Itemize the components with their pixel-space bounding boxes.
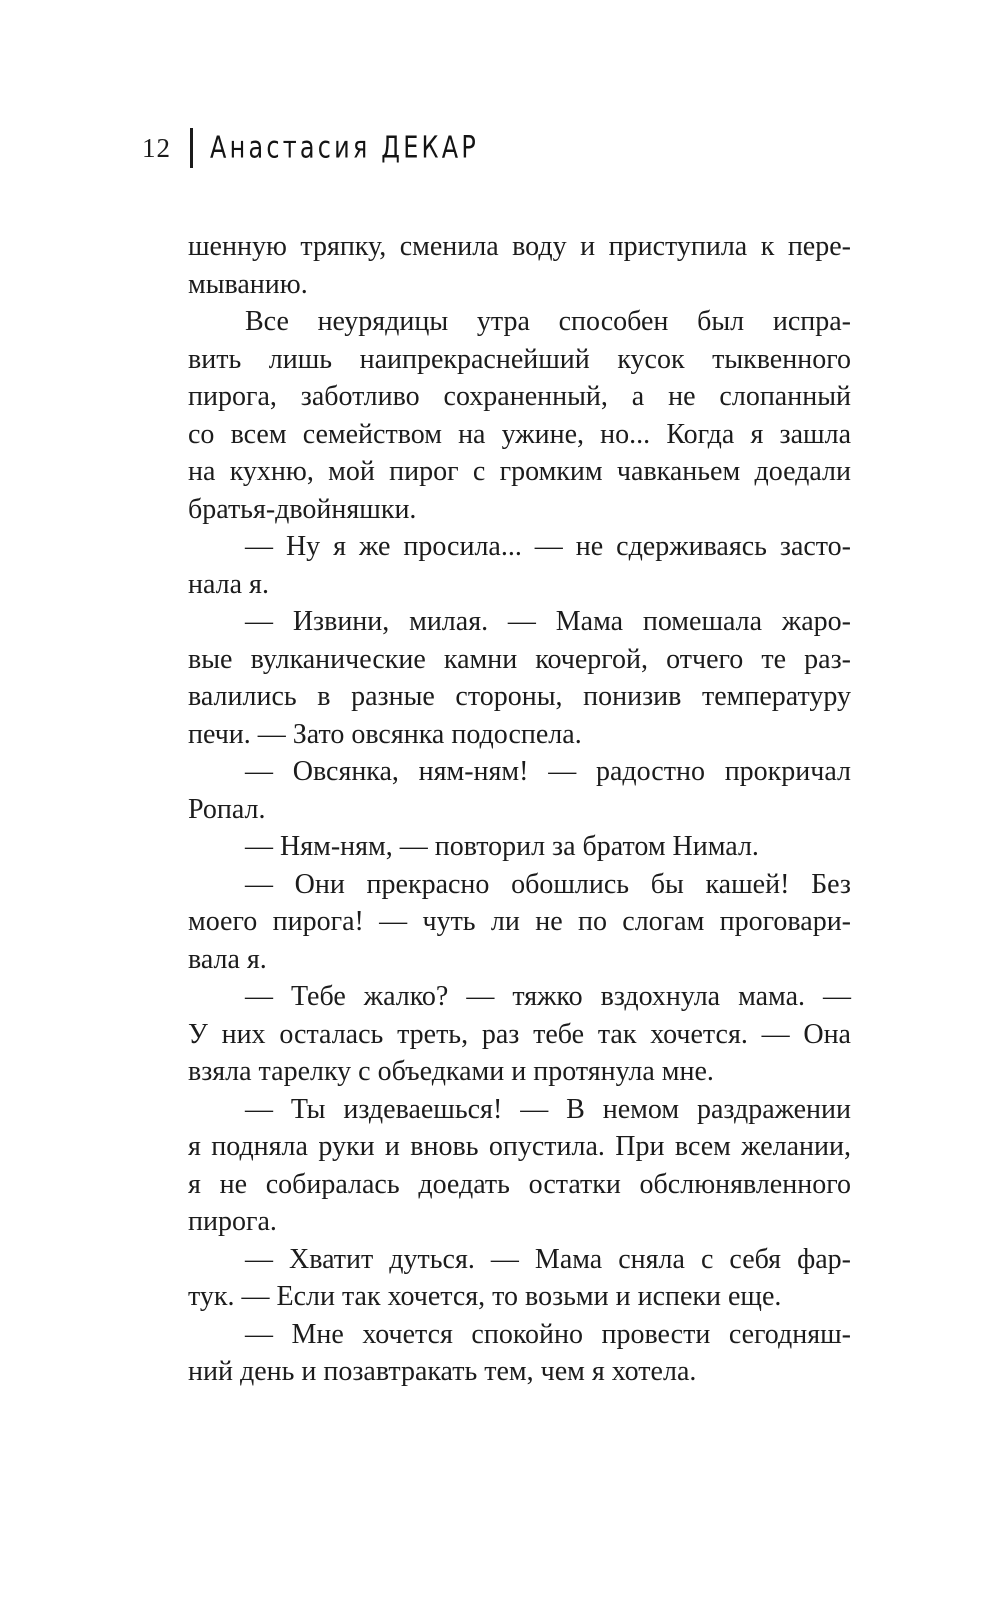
text-line: взяла тарелку с объедками и протянула мне. (188, 1056, 714, 1087)
text-line: печи. — Зато овсянка подоспела. (188, 718, 582, 750)
text-line: вые вулканические камни кочергой, отчего те раз- (188, 643, 851, 675)
text-line: я подняла руки и вновь опустила. При всем желании, (188, 1131, 851, 1162)
text-line: — Овсянка, ням-ням! — радостно прокричал (245, 756, 851, 787)
text-line: тук. — Если так хочется, то возьми и испеки еще. (188, 1281, 782, 1312)
running-title-author: Анастасия ДЕКАР (209, 130, 479, 166)
text-line: пирога. (188, 1206, 277, 1237)
page-body (188, 228, 851, 1391)
text-line: мыванию. (188, 268, 308, 300)
text-line: Ропал. (188, 793, 266, 825)
text-line: — Ну я же просила... — не сдерживаясь засто- (245, 531, 851, 562)
text-line: вить лишь наипрекраснейший кусок тыквенного (188, 343, 851, 375)
page-number: 12 (142, 132, 171, 163)
text-line: — Извини, милая. — Мама помешала жаро- (245, 606, 851, 637)
text-line: ний день и позавтракать тем, чем я хотела. (188, 1356, 697, 1387)
page-header (142, 126, 502, 170)
text-line: — Они прекрасно обошлись бы кашей! Без (245, 868, 851, 900)
text-line: я не собиралась доедать остатки обслюнявленного (188, 1168, 851, 1200)
text-line: — Тебе жалко? — тяжко вздохнула мама. — (245, 981, 851, 1012)
text-line: — Ты издеваешься! — В немом раздражении (245, 1093, 851, 1125)
text-line: валились в разные стороны, понизив температуру (188, 681, 851, 712)
text-line: — Мне хочется спокойно провести сегодняш- (245, 1318, 851, 1350)
text-line: шенную тряпку, сменила воду и приступила к пере- (188, 231, 851, 262)
text-line: У них осталась треть, раз тебе так хочется. — Она (188, 1018, 851, 1050)
text-line: вала я. (188, 943, 267, 975)
text-line: братья-двойняшки. (188, 493, 417, 525)
text-line: моего пирога! — чуть ли не по слогам проговари- (188, 906, 851, 937)
text-line: со всем семейством на ужине, но... Когда я зашла (188, 418, 851, 450)
header-divider (190, 128, 193, 168)
text-line: пирога, заботливо сохраненный, а не слопанный (188, 381, 851, 412)
text-line: Все неурядицы утра способен был испра- (245, 306, 851, 337)
text-line: — Хватит дуться. — Мама сняла с себя фар- (245, 1243, 851, 1275)
text-line: нала я. (188, 568, 269, 600)
text-line: на кухню, мой пирог с громким чавканьем доедали (188, 456, 851, 487)
text-line: — Ням-ням, — повторил за братом Нимал. (245, 831, 759, 862)
